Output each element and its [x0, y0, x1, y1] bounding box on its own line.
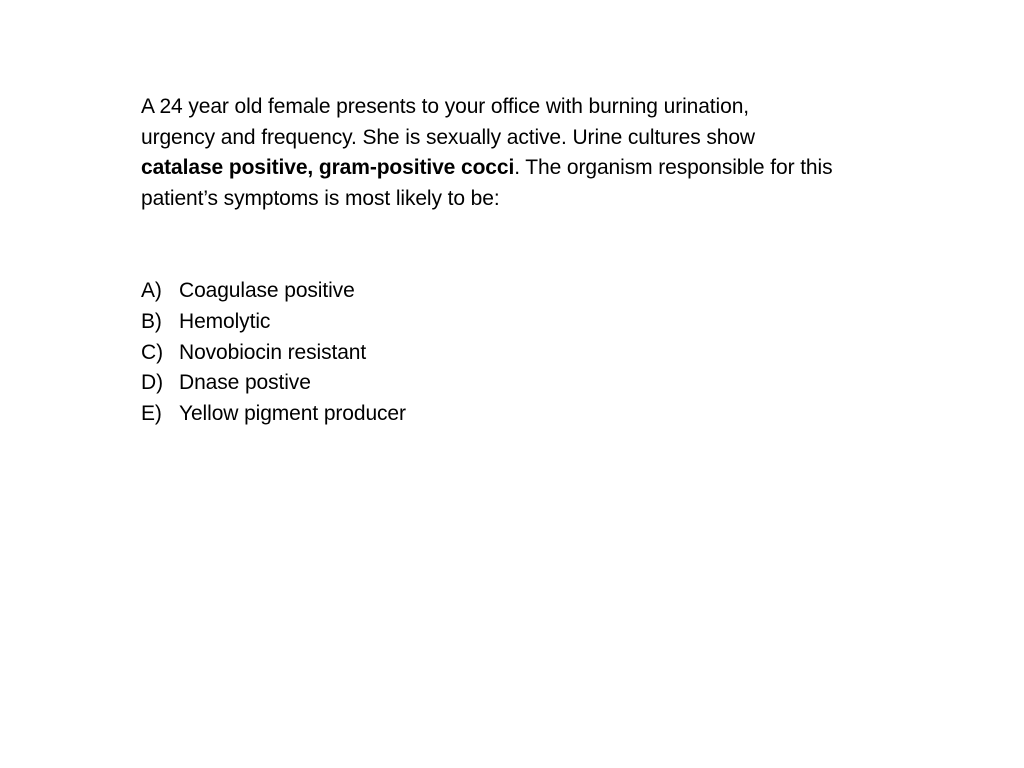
option-text: Novobiocin resistant	[179, 340, 367, 364]
answer-option-e	[141, 399, 741, 430]
option-text: Hemolytic	[179, 309, 271, 333]
option-letter: C)	[141, 340, 163, 364]
question-line-2: urgency and frequency. She is sexually active. Urine cultures show	[141, 125, 755, 149]
option-text: Coagulase positive	[179, 279, 355, 302]
question-line-3	[141, 153, 901, 184]
option-letter: E)	[141, 402, 162, 426]
question-line-1: A 24 year old female presents to your office with burning urination,	[141, 95, 750, 118]
answer-option-a	[141, 276, 741, 307]
answer-options	[141, 276, 741, 430]
answer-option-d	[141, 368, 741, 399]
option-letter: D)	[141, 371, 163, 395]
option-text: Dnase postive	[179, 371, 311, 395]
question-line-3-rest: . The organism responsible for this	[514, 156, 833, 179]
question-line-4: patient’s symptoms is most likely to be:	[141, 186, 500, 210]
answer-option-b	[141, 307, 741, 338]
option-letter: A)	[141, 279, 162, 302]
question-bold-phrase: catalase positive, gram-positive cocci	[141, 156, 515, 179]
option-letter: B)	[141, 309, 162, 333]
option-text: Yellow pigment producer	[179, 402, 406, 426]
answer-option-c	[141, 338, 741, 369]
question-text	[141, 92, 901, 214]
